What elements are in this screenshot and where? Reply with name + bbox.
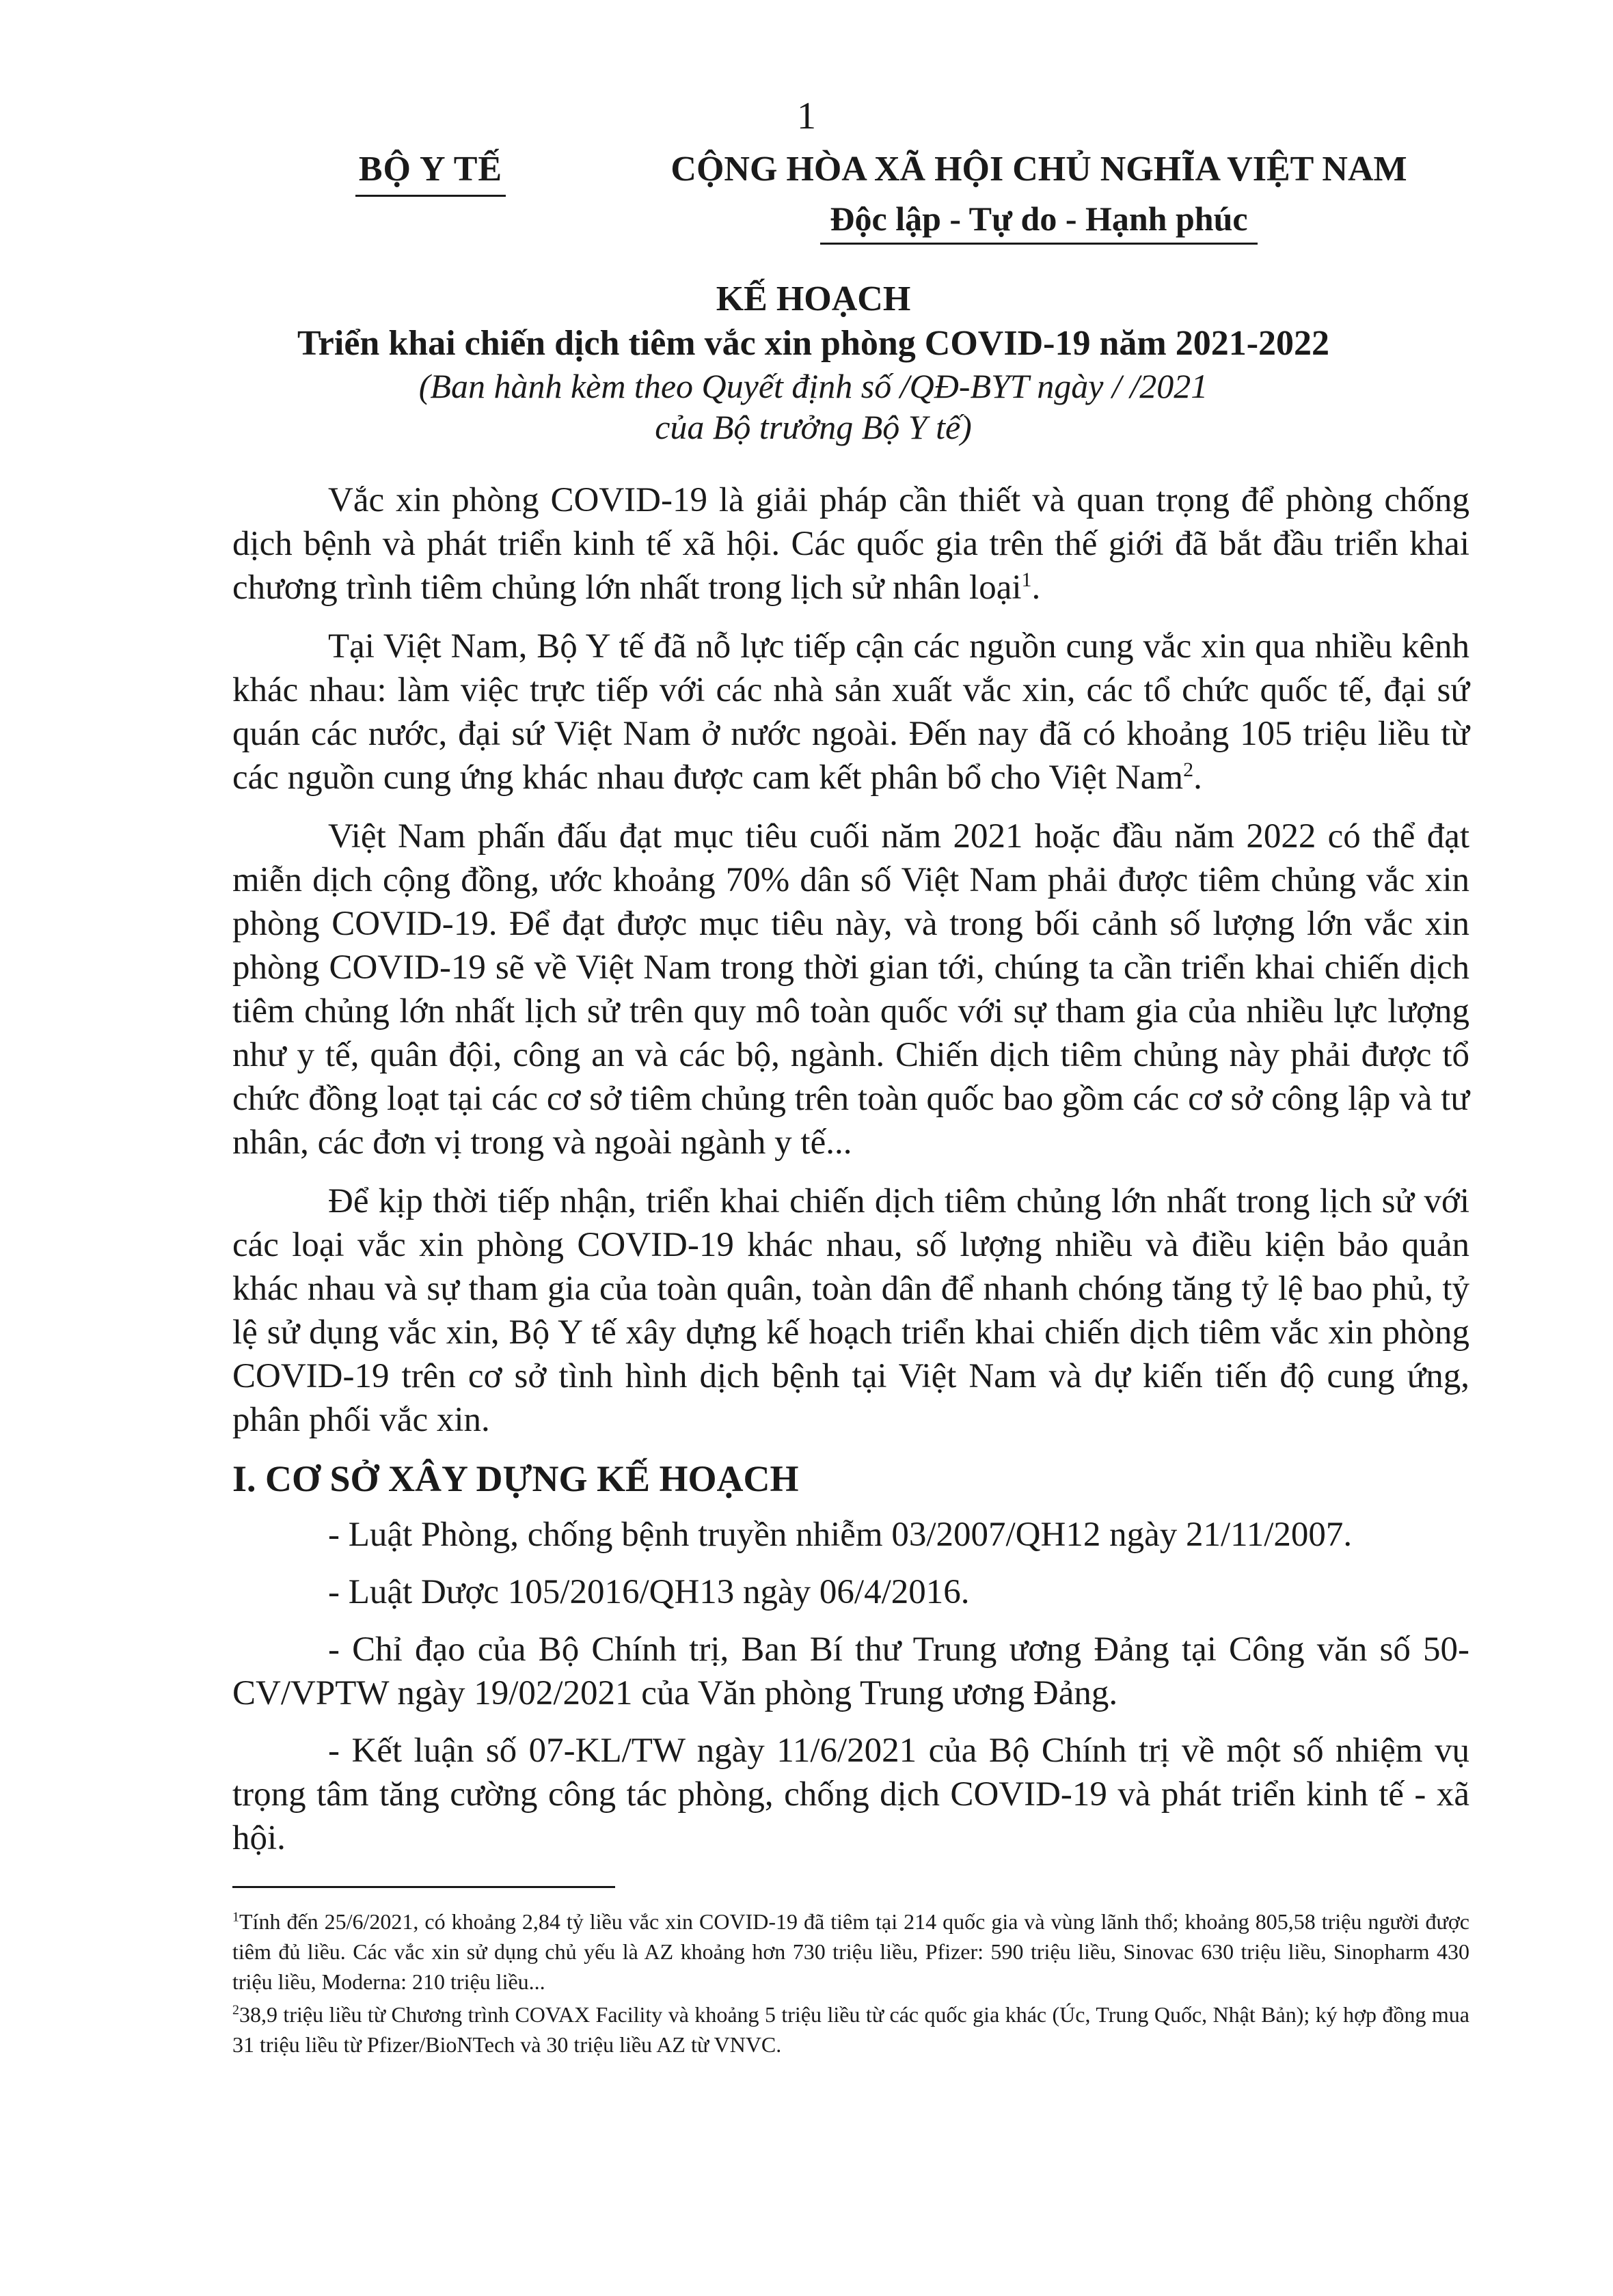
footnote-ref-1: 1: [1021, 569, 1032, 591]
paragraph-2: Tại Việt Nam, Bộ Y tế đã nỗ lực tiếp cận các nguồn cung vắc xin qua nhiều kênh khác nhau: làm việc trực tiếp với các nhà sản xuất vắc xin, các tổ chức quốc tế, đại sứ quán các nước, đại sứ Việt Nam ở nước ngoài. Đến nay đã có khoảng 105 triệu liều từ các nguồn cung ứng khác nhau được cam kết phân bổ cho Việt Nam$^2$.: [232, 627, 1469, 797]
country-name: CỘNG HÒA XÃ HỘI CHỦ NGHĨA VIỆT NAM: [670, 150, 1407, 189]
footnote-separator: [232, 1886, 615, 1888]
issued-with-decision: (Ban hành kèm theo Quyết định số /QĐ-BYT ngày / /2021: [418, 367, 1208, 405]
document-subject: Triển khai chiến dịch tiêm vắc xin phòng COVID-19 năm 2021-2022: [297, 324, 1330, 363]
paragraph-1-text: Vắc xin phòng COVID-19 là giải pháp cần thiết và quan trọng để phòng chống dịch bệnh và phát triển kinh tế xã hội. Các quốc gia trên thế giới đã bắt đầu triển khai chương trình tiêm chủng lớn nhất trong lịch sử nhân loại: [232, 481, 1469, 607]
document-body: [232, 478, 1469, 1874]
legal-basis-item: - Kết luận số 07-KL/TW ngày 11/6/2021 của Bộ Chính trị về một số nhiệm vụ trọng tâm tăng cường công tác phòng, chống dịch COVID-19 và phát triển kinh tế - xã hội.: [232, 1732, 1469, 1857]
footnote-1-text: Tính đến 25/6/2021, có khoảng 2,84 tỷ liều vắc xin COVID-19 đã tiêm tại 214 quốc gia và vùng lãnh thổ; khoảng 805,58 triệu người được tiêm đủ liều. Các vắc xin sử dụng chủ yếu là AZ khoảng hơn 730 triệu liều, Pfizer: 590 triệu liều, Sinovac 630 triệu liều, Sinopharm 430 triệu liều, Moderna: 210 triệu liều...: [232, 1909, 1469, 1994]
footnote-2-mark: 2: [232, 2002, 239, 2018]
issuing-agency: [301, 149, 560, 197]
ministry-underline: [355, 195, 506, 197]
footnote-ref-2: 2: [1183, 758, 1194, 781]
footnotes: [232, 1906, 1469, 2062]
paragraph-1: Vắc xin phòng COVID-19 là giải pháp cần thiết và quan trọng để phòng chống dịch bệnh và phát triển kinh tế xã hội. Các quốc gia trên thế giới đã bắt đầu triển khai chương trình tiêm chủng lớn nhất trong lịch sử nhân loại$^1$.: [232, 481, 1469, 607]
motto-underline: [820, 243, 1258, 245]
national-motto: Độc lập - Tự do - Hạnh phúc: [830, 200, 1248, 238]
document-type: KẾ HOẠCH: [716, 279, 911, 318]
national-header: [588, 149, 1490, 245]
ministry-name: BỘ Y TẾ: [358, 150, 503, 189]
section-heading: I. CƠ SỞ XÂY DỰNG KẾ HOẠCH: [232, 1458, 799, 1499]
legal-basis-item: - Luật Phòng, chống bệnh truyền nhiễm 03/2007/QH12 ngày 21/11/2007.: [328, 1516, 1353, 1554]
footnote-1-mark: 1: [232, 1909, 239, 1925]
legal-basis-item: - Luật Dược 105/2016/QH13 ngày 06/4/2016.: [328, 1573, 970, 1611]
paragraph-4: Để kịp thời tiếp nhận, triển khai chiến dịch tiêm chủng lớn nhất trong lịch sử với các loại vắc xin phòng COVID-19 khác nhau, số lượng nhiều và điều kiện bảo quản khác nhau và sự tham gia của toàn quân, toàn dân để nhanh chóng tăng tỷ lệ bao phủ, tỷ lệ sử dụng vắc xin, Bộ Y tế xây dựng kế hoạch triển khai chiến dịch tiêm vắc xin phòng COVID-19 trên cơ sở tình hình dịch bệnh tại Việt Nam và dự kiến tiến độ cung ứng, phân phối vắc xin.: [232, 1182, 1469, 1439]
footnote-2: [232, 1999, 1469, 2060]
footnote-1: [232, 1906, 1469, 1997]
document-title-block: [205, 279, 1422, 447]
issuer-line: của Bộ trưởng Bộ Y tế): [655, 408, 972, 446]
paragraph-2-text: Tại Việt Nam, Bộ Y tế đã nỗ lực tiếp cận các nguồn cung vắc xin qua nhiều kênh khác nhau: làm việc trực tiếp với các nhà sản xuất vắc xin, các tổ chức quốc tế, đại sứ quán các nước, đại sứ Việt Nam ở nước ngoài. Đến nay đã có khoảng 105 triệu liều từ các nguồn cung ứng khác nhau được cam kết phân bổ cho Việt Nam: [232, 627, 1469, 797]
page-number: 1: [797, 95, 816, 137]
paragraph-3: Việt Nam phấn đấu đạt mục tiêu cuối năm 2021 hoặc đầu năm 2022 có thể đạt miễn dịch cộng đồng, ước khoảng 70% dân số Việt Nam phải được tiêm chủng vắc xin phòng COVID-19. Để đạt được mục tiêu này, và trong bối cảnh số lượng lớn vắc xin phòng COVID-19 sẽ về Việt Nam trong thời gian tới, chúng ta cần triển khai chiến dịch tiêm chủng lớn nhất lịch sử trên quy mô toàn quốc với sự tham gia của nhiều lực lượng như y tế, quân đội, công an và các bộ, ngành. Chiến dịch tiêm chủng này phải được tổ chức đồng loạt tại các cơ sở tiêm chủng trên toàn quốc bao gồm các cơ sở công lập và tư nhân, các đơn vị trong và ngoài ngành y tế...: [232, 817, 1469, 1162]
footnote-2-text: 38,9 triệu liều từ Chương trình COVAX Facility và khoảng 5 triệu liều từ các quốc gia khác (Úc, Trung Quốc, Nhật Bản); ký hợp đồng mua 31 triệu liều từ Pfizer/BioNTech và 30 triệu liều AZ từ VNVC.: [232, 2002, 1469, 2057]
legal-basis-item: - Chỉ đạo của Bộ Chính trị, Ban Bí thư Trung ương Đảng tại Công văn số 50-CV/VPTW ngày 19/02/2021 của Văn phòng Trung ương Đảng.: [232, 1630, 1469, 1712]
